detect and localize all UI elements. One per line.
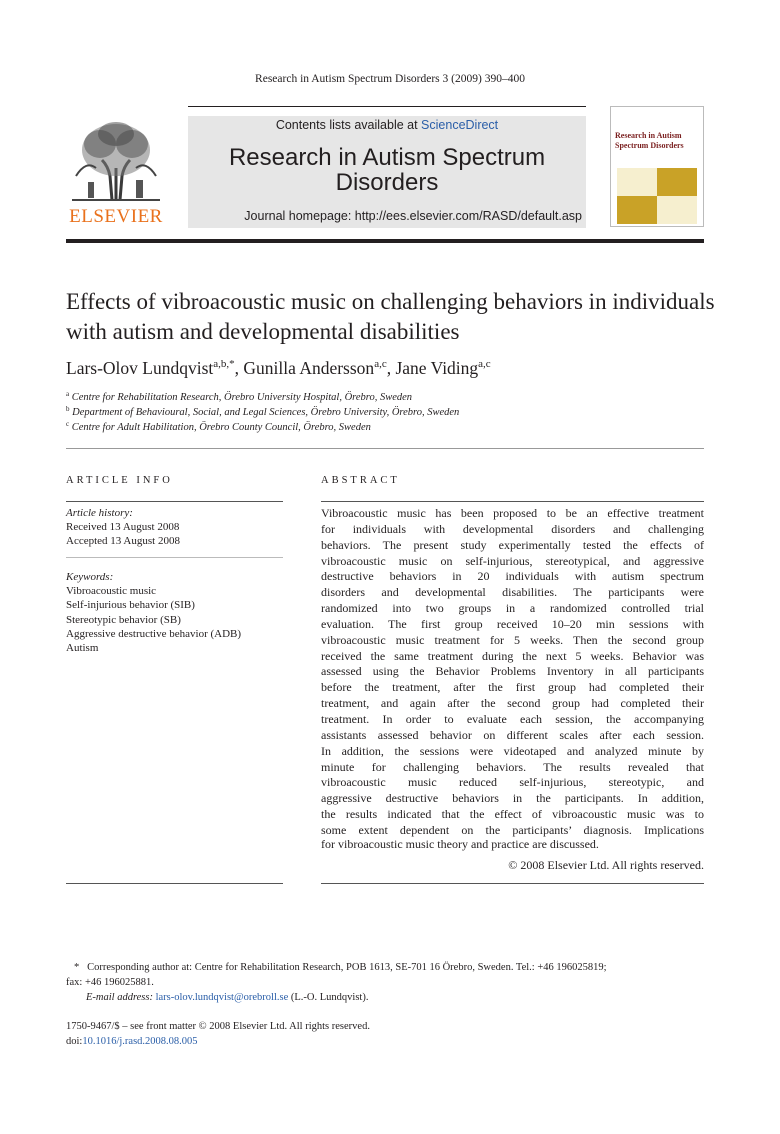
abstract-line: assessed using the Behavior Problems Inventory in all participants — [321, 664, 704, 679]
author-list: Lars-Olov Lundqvist$^{a,b,*}$, Gunilla Andersson$^{a,c}$, Jane Viding$^{a,c}$ — [66, 358, 491, 378]
keyword: Self-injurious behavior (SIB) — [66, 599, 195, 612]
abstract-line: behaviors. The present study experimentally tested the effects of — [321, 537, 704, 552]
doi-line — [66, 1034, 370, 1049]
abstract-line: evaluation. The first group received 10–20 min sessions with — [321, 616, 704, 631]
contents-availability — [188, 118, 586, 132]
journal-title — [188, 145, 586, 195]
footnote-email-line — [66, 990, 706, 1005]
email-link[interactable]: lars-olov.lundqvist@orebroll.se — [155, 992, 289, 1003]
keyword: Stereotypic behavior (SB) — [66, 613, 181, 626]
author-affiliation-mark[interactable]: a,c — [478, 358, 491, 370]
abstract-line: before the treatment, after the first group had completed their — [321, 680, 704, 695]
abstract-line: received the same treatment during the next 5 weeks. Behavior was — [321, 648, 704, 663]
cover-block-2 — [617, 196, 657, 224]
keywords-label: Keywords: — [66, 571, 114, 583]
elsevier-logo — [66, 116, 166, 228]
author-name: Jane Viding — [395, 358, 479, 378]
author-name: Lars-Olov Lundqvist — [66, 358, 214, 378]
cover-block-4 — [657, 196, 697, 224]
abstract-line: randomized into two groups in a randomized controlled trial — [321, 601, 704, 616]
elsevier-wordmark: ELSEVIER — [69, 206, 163, 227]
abstract-line: treatment. In order to evaluate each session, the accompanying — [321, 711, 704, 726]
issn-line: 1750-9467/$ – see front matter © 2008 Elsevier Ltd. All rights reserved. — [66, 1021, 370, 1032]
corresponding-author-footnote — [66, 960, 706, 1005]
cover-block-3 — [617, 168, 657, 196]
article-info-rule — [66, 501, 283, 502]
abstract-last-line: for vibroacoustic music theory and practice are discussed. — [321, 837, 599, 851]
abstract-line: minute for challenging behaviors. The results revealed that — [321, 759, 704, 774]
header-top-rule — [188, 106, 586, 107]
cover-title: Research in Autism Spectrum Disorders — [615, 131, 684, 150]
history-label: Article history: — [66, 507, 133, 519]
email-label: E-mail address: — [86, 992, 153, 1003]
author-affiliation-mark[interactable]: a,b,* — [213, 358, 235, 370]
doi-label: doi: — [66, 1036, 83, 1047]
footnote-line1 — [66, 960, 706, 975]
abstract-line: In addition, the sessions were videotaped and analyzed minute by — [321, 743, 704, 758]
front-matter — [66, 1019, 370, 1049]
keyword: Aggressive destructive behavior (ADB) — [66, 627, 242, 640]
article-info-heading: ARTICLE INFO — [66, 475, 173, 486]
doi-link[interactable]: 10.1016/j.rasd.2008.08.005 — [82, 1036, 198, 1047]
journal-cover-thumbnail — [610, 106, 704, 227]
abstract-body — [321, 506, 704, 839]
accepted-date: Accepted 13 August 2008 — [66, 535, 180, 548]
sciencedirect-link[interactable]: ScienceDirect — [421, 118, 499, 132]
received-date: Received 13 August 2008 — [66, 521, 180, 534]
abstract-line: assistants assessed behavior on different scales after each session. — [321, 727, 704, 742]
abstract-line: treatment, and again after the second group had completed their — [321, 696, 704, 711]
article-title: Effects of vibroacoustic music on challenging behaviors in individuals with autism and developmental disabilities — [66, 289, 715, 344]
section-divider — [66, 448, 704, 449]
header-bottom-rule — [66, 239, 704, 243]
affiliation-a: $^a$ Centre for Rehabilitation Research, Örebro University Hospital, Örebro, Sweden — [66, 390, 413, 403]
abstract-line: vibroacoustic music reduced self-injurious, stereotypic, and — [321, 775, 704, 790]
contents-prefix: Contents lists available at — [275, 118, 422, 132]
abstract-rule — [321, 501, 704, 502]
history-rule — [66, 557, 283, 558]
email-suffix: (L.-O. Lundqvist). — [288, 992, 369, 1003]
affiliation-c: $^c$ Centre for Adult Habilitation, Örebro County Council, Örebro, Sweden — [66, 420, 371, 433]
keywords-block — [66, 570, 283, 655]
footnote-text: Corresponding author at: Centre for Rehabilitation Research, POB 1613, SE-701 16 Örebro, Sweden. Tel.: +46 196025819; — [87, 962, 607, 973]
abstract-bottom-rule — [321, 883, 704, 884]
journal-homepage[interactable]: Journal homepage: http://ees.elsevier.com/RASD/default.asp — [244, 209, 582, 223]
journal-title-line1: Research in Autism Spectrum — [228, 144, 546, 171]
article-history — [66, 506, 283, 549]
journal-citation: Research in Autism Spectrum Disorders 3 (2009) 390–400 — [255, 73, 525, 85]
abstract-line: vibroacoustic music on self-injurious, stereotypical, and aggressive — [321, 553, 704, 568]
author-affiliation-mark[interactable]: a,c — [374, 358, 387, 370]
abstract-line: vibroacoustic music treatment for 5 weeks. Then the second group — [321, 632, 704, 647]
abstract-line: destructive behaviors in 20 individuals with autism spectrum — [321, 569, 704, 584]
author-name: Gunilla Andersson — [243, 358, 375, 378]
abstract-copyright: © 2008 Elsevier Ltd. All rights reserved. — [508, 858, 704, 872]
footnote-mark: * — [74, 962, 80, 973]
abstract-heading: ABSTRACT — [321, 475, 400, 486]
abstract-line: Vibroacoustic music has been proposed to be an effective treatment — [321, 506, 704, 520]
abstract-line: disorders and developmental disabilities. The participants were — [321, 585, 704, 600]
abstract-line: some extent dependent on the participants’ diagnosis. Implications — [321, 822, 704, 837]
keyword: Vibroacoustic music — [66, 585, 157, 598]
footnote-line2: fax: +46 196025881. — [66, 977, 154, 988]
abstract-line: the results indicated that the effect of vibroacoustic music was to — [321, 807, 704, 822]
abstract-line: for individuals with developmental disorders and challenging — [321, 521, 704, 536]
cover-block-1 — [657, 168, 697, 196]
journal-title-line2: Disorders — [335, 169, 439, 196]
keyword: Autism — [66, 642, 99, 655]
article-info-bottom-rule — [66, 883, 283, 884]
affiliation-b: $^b$ Department of Behavioural, Social, and Legal Sciences, Örebro University, Örebro, Sweden — [66, 405, 460, 418]
abstract-line: aggressive destructive behaviors in the participants. In addition, — [321, 791, 704, 806]
